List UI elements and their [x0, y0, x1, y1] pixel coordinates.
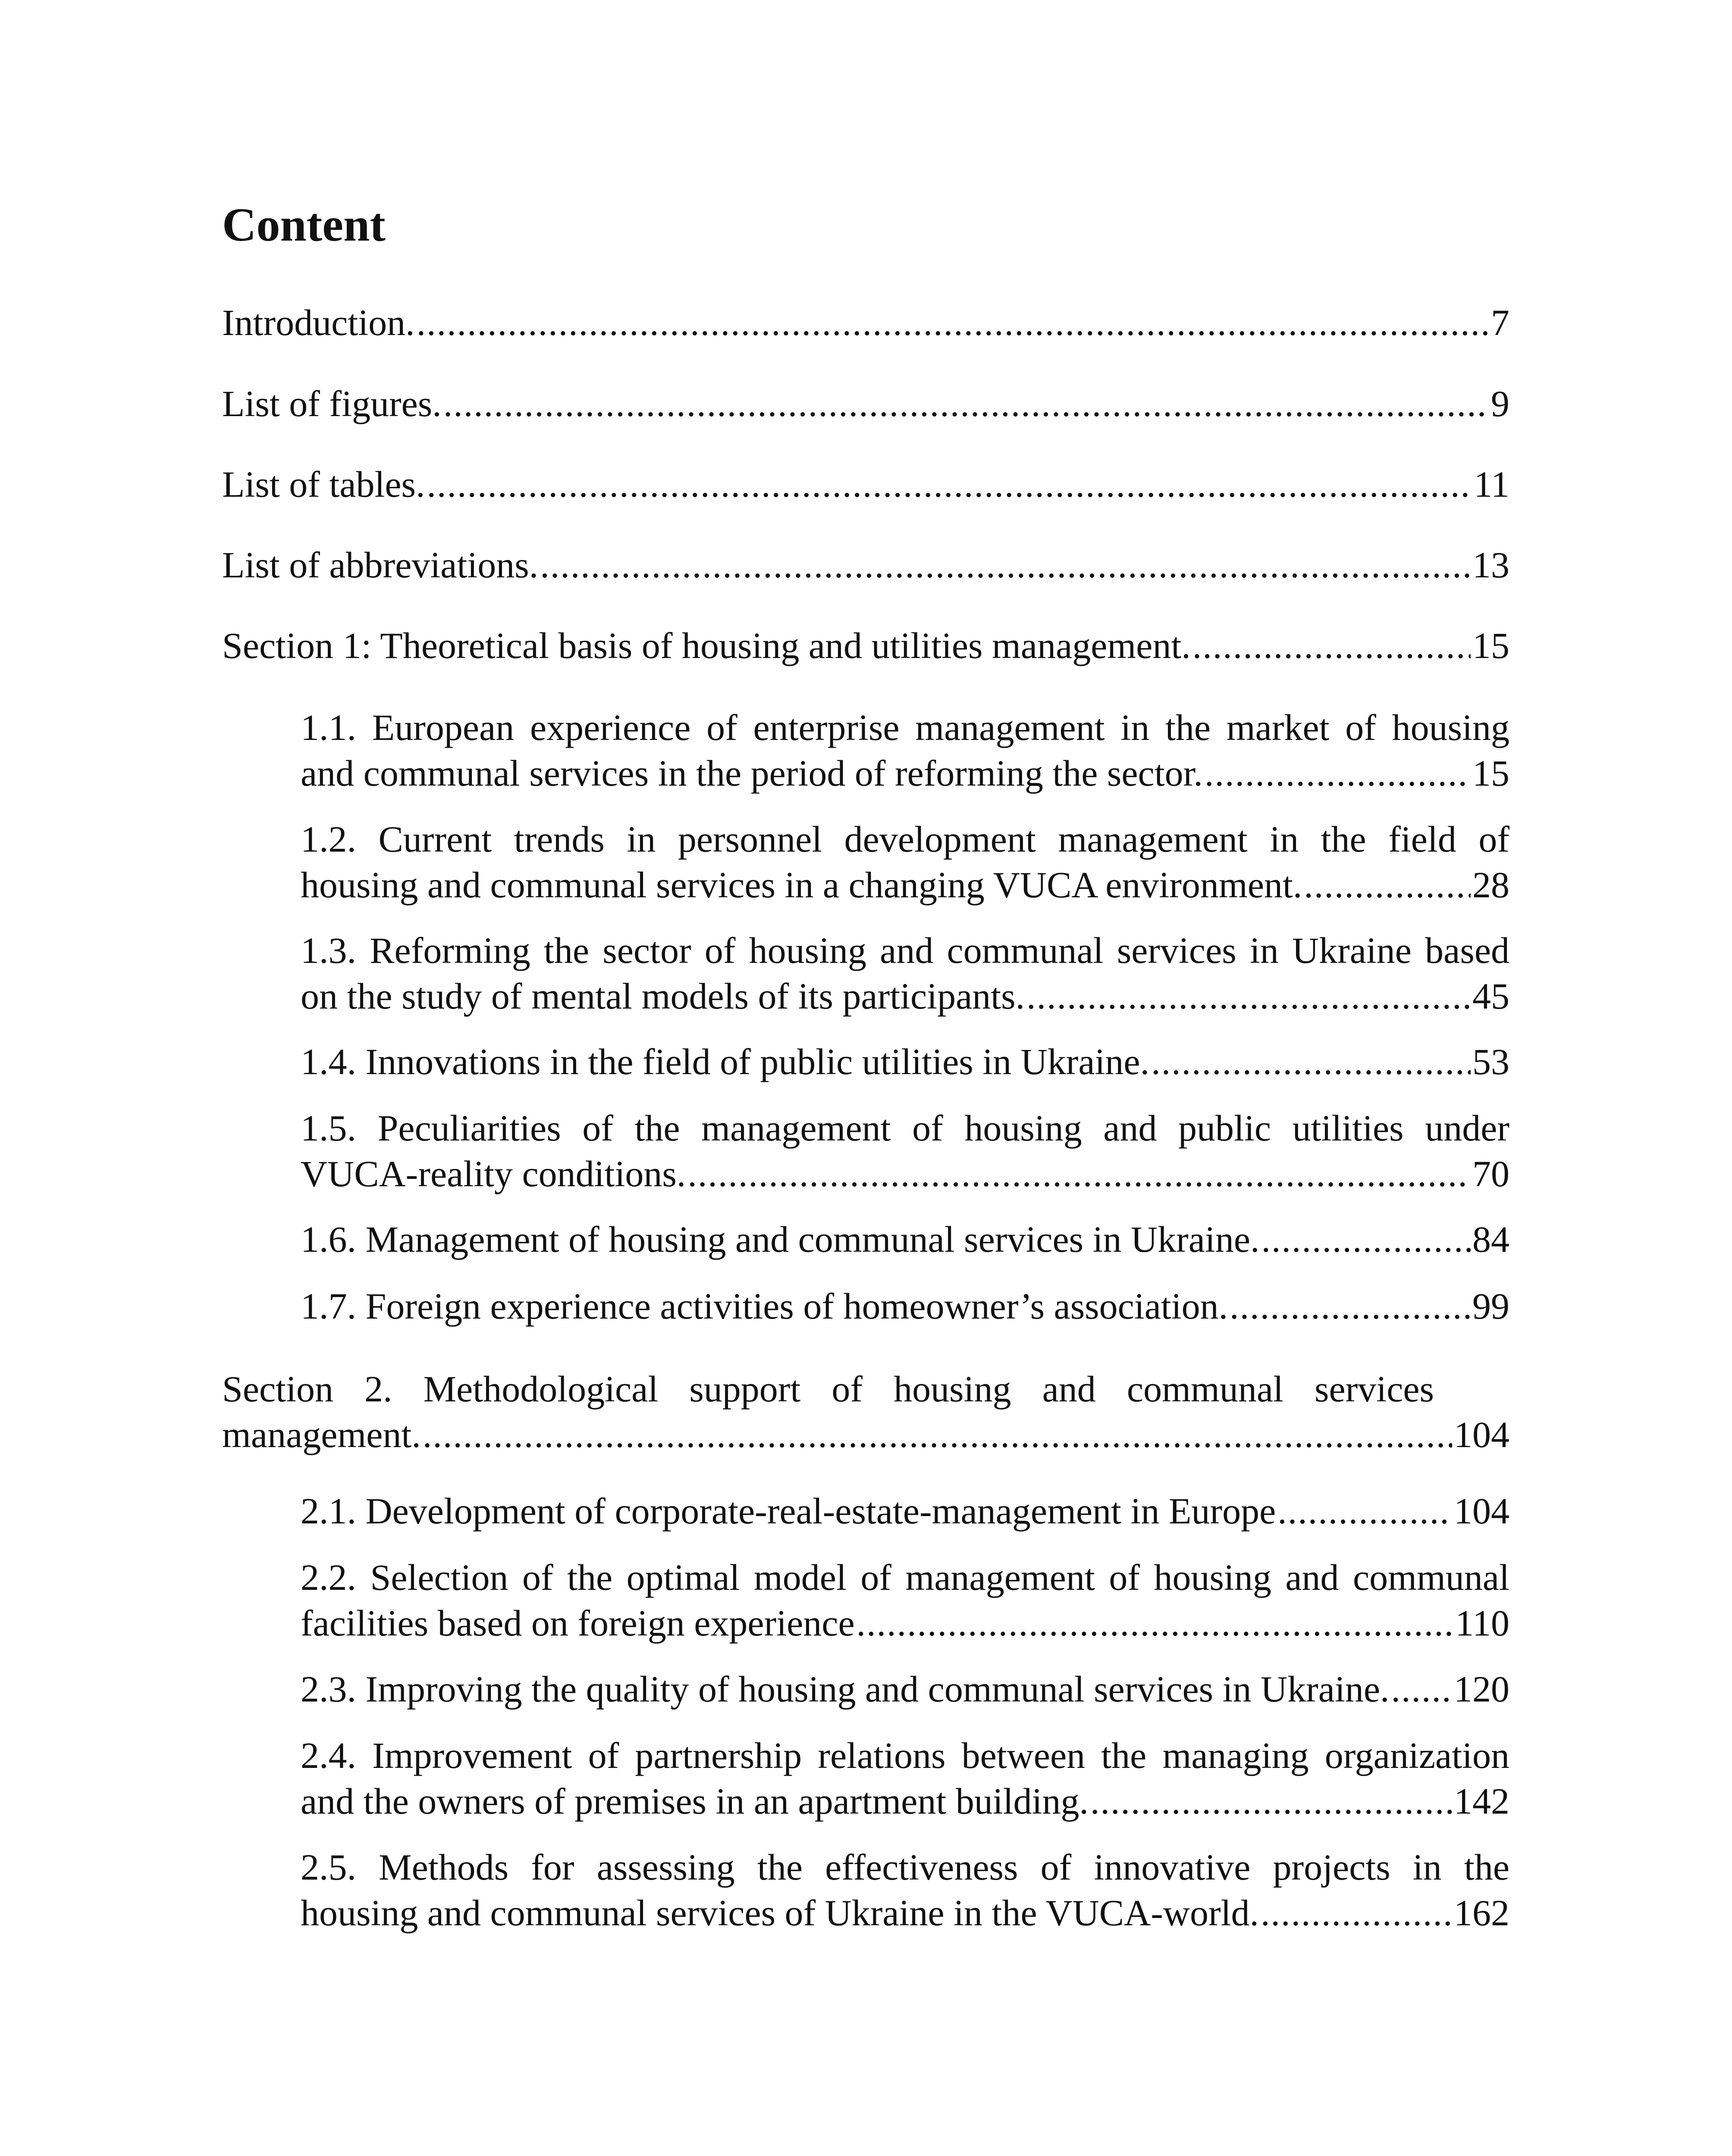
toc-entry-title-line1: 2.4. Improvement of partnership relations between the managing organization	[301, 1735, 1509, 1776]
toc-page-number: 99	[1472, 1285, 1509, 1327]
toc-page-number: 15	[1472, 752, 1509, 794]
toc-entry-introduction	[222, 300, 1509, 345]
toc-entry-2-5	[301, 1844, 1509, 1936]
dot-leader	[857, 1600, 1454, 1646]
toc-page-number: 70	[1472, 1153, 1509, 1194]
toc-page-number: 104	[1454, 1414, 1509, 1455]
dot-leader	[1090, 1778, 1452, 1824]
dot-leader	[1151, 1039, 1471, 1084]
dot-leader	[1304, 862, 1471, 908]
toc-entry-title-line1: 2.5. Methods for assessing the effectiveness of innovative projects in the	[301, 1846, 1509, 1888]
dot-leader	[427, 461, 1472, 507]
toc-entry-title-line1: 1.5. Peculiarities of the management of housing and public utilities under	[301, 1107, 1509, 1149]
toc-entry-list-of-figures	[222, 381, 1509, 426]
toc-section-title-line1: Section 2. Methodological support of housing and communal services	[222, 1368, 1434, 1410]
dot-leader	[540, 542, 1471, 588]
dot-leader	[1026, 973, 1471, 1019]
toc-entry-list-of-tables	[222, 461, 1509, 507]
toc-entry-title-line2: facilities based on foreign experience	[301, 1602, 855, 1644]
dot-leader	[417, 300, 1489, 345]
toc-page-number: 15	[1472, 625, 1509, 666]
dot-leader	[1391, 1666, 1452, 1712]
toc-entry-title-line2: VUCA-reality conditions.	[301, 1153, 686, 1194]
toc-entry-title: 1.4. Innovations in the field of public utilities in Ukraine.	[301, 1041, 1150, 1082]
toc-page-number: 53	[1472, 1041, 1509, 1082]
dot-leader	[443, 381, 1489, 426]
toc-entry-1-4	[301, 1039, 1509, 1084]
dot-leader	[1205, 750, 1471, 796]
dot-leader	[1230, 1283, 1471, 1329]
toc-entry-1-3	[301, 928, 1509, 1019]
toc-entry-title-line1: 1.3. Reforming the sector of housing and communal services in Ukraine based	[301, 930, 1509, 971]
toc-entry-title-line1: 1.1. European experience of enterprise management in the market of housing	[301, 707, 1509, 748]
toc-page-number: 142	[1454, 1780, 1509, 1822]
toc-section-title-line2: management.	[222, 1414, 421, 1455]
dot-leader	[1261, 1890, 1452, 1936]
toc-entry-title-line2: and communal services in the period of reforming the sector.	[301, 752, 1203, 794]
toc-entry-title-line1: 1.2. Current trends in personnel development management in the field of	[301, 818, 1509, 860]
toc-entry-1-6	[301, 1216, 1509, 1262]
toc-section-1	[222, 623, 1509, 668]
toc-entry-title: 1.6. Management of housing and communal services in Ukraine.	[301, 1219, 1260, 1260]
dot-leader	[1192, 623, 1471, 668]
toc-page-number: 7	[1491, 302, 1509, 343]
toc-page-number: 45	[1472, 975, 1509, 1017]
dot-leader	[687, 1151, 1471, 1197]
toc-entry-title: List of tables.	[222, 464, 425, 505]
toc-entry-title: List of abbreviations.	[222, 544, 539, 586]
toc-entry-1-1	[301, 705, 1509, 796]
dot-leader	[1261, 1216, 1471, 1262]
toc-entry-2-1	[301, 1488, 1509, 1534]
toc-page-number: 120	[1454, 1668, 1509, 1710]
toc-entry-1-2	[301, 816, 1509, 908]
toc-page-number: 84	[1472, 1219, 1509, 1260]
toc-entry-title: Introduction.	[222, 302, 415, 343]
toc-entry-2-2	[301, 1554, 1509, 1646]
toc-page-number: 28	[1472, 864, 1509, 906]
toc-entry-title-line2: and the owners of premises in an apartment building.	[301, 1780, 1089, 1822]
dot-leader	[423, 1412, 1452, 1457]
toc-page-number: 110	[1455, 1602, 1509, 1644]
toc-entry-1-5	[301, 1105, 1509, 1197]
toc-section-title: Section 1: Theoretical basis of housing and utilities management.	[222, 625, 1191, 666]
toc-section-2	[222, 1366, 1509, 1457]
toc-page-number: 162	[1454, 1892, 1509, 1934]
toc-page-number: 104	[1454, 1490, 1509, 1532]
dot-leader	[1277, 1488, 1452, 1534]
toc-entry-title-line2: on the study of mental models of its participants.	[301, 975, 1025, 1017]
toc-entry-title-line1: 2.2. Selection of the optimal model of management of housing and communal	[301, 1557, 1509, 1598]
toc-entry-title-line2: housing and communal services in a changing VUCA environment.	[301, 864, 1302, 906]
toc-page-number: 11	[1474, 464, 1509, 505]
toc-page-number: 13	[1472, 544, 1509, 586]
toc-entry-title: 2.1. Development of corporate-real-estate-management in Europe	[301, 1490, 1276, 1532]
toc-entry-title-line2: housing and communal services of Ukraine in the VUCA-world.	[301, 1892, 1259, 1934]
toc-entry-title: 2.3. Improving the quality of housing and communal services in Ukraine.	[301, 1668, 1390, 1710]
toc-entry-1-7	[301, 1283, 1509, 1329]
toc-entry-2-4	[301, 1733, 1509, 1824]
toc-page-number: 9	[1491, 383, 1509, 424]
toc-entry-list-of-abbreviations	[222, 542, 1509, 588]
page-title: Content	[222, 198, 386, 251]
toc-entry-2-3	[301, 1666, 1509, 1712]
toc-entry-title: List of figures.	[222, 383, 442, 424]
toc-entry-title: 1.7. Foreign experience activities of homeowner’s association.	[301, 1285, 1228, 1327]
